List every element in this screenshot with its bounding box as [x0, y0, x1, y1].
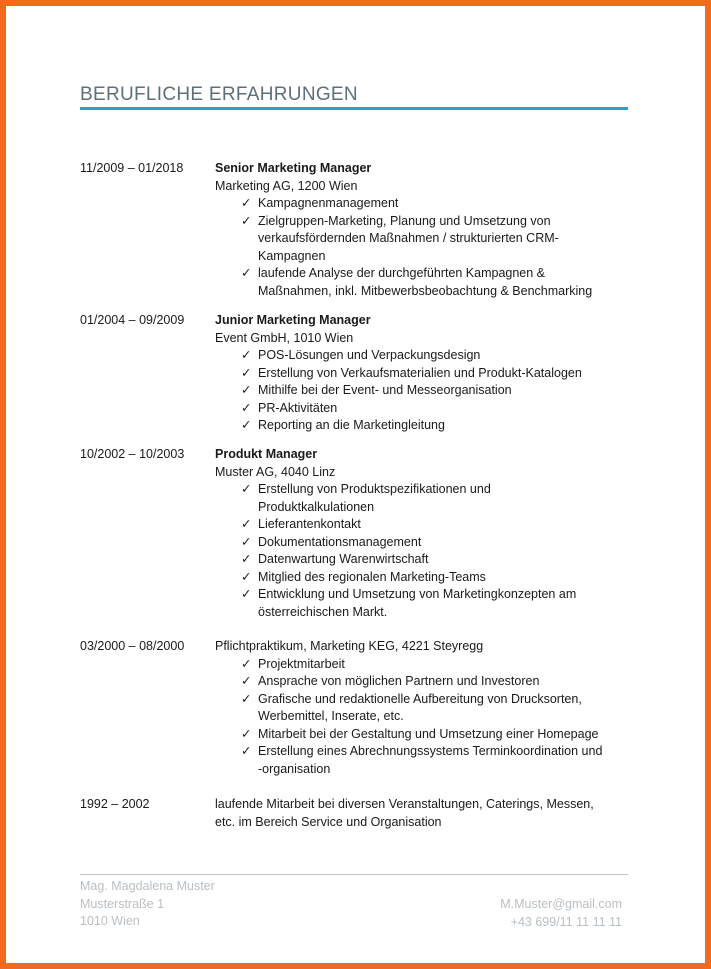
task-list	[215, 481, 625, 621]
entry-period: 01/2004 – 09/2009	[80, 313, 185, 327]
task-item	[215, 481, 625, 516]
task-item	[215, 656, 625, 674]
entry-job-title: Senior Marketing Manager	[215, 161, 372, 175]
check-icon: ✓	[241, 517, 252, 531]
task-text: Kampagnen	[258, 248, 326, 263]
task-text: Mitarbeit bei der Gestaltung und Umsetzung einer Homepage	[258, 726, 599, 741]
task-item	[215, 382, 625, 400]
task-text: Reporting an die Marketingleitung	[258, 418, 445, 432]
task-item	[215, 534, 625, 552]
entry-company: Event GmbH, 1010 Wien	[215, 330, 354, 345]
check-icon: ✓	[241, 196, 252, 210]
check-icon: ✓	[241, 587, 252, 601]
check-icon: ✓	[241, 383, 252, 397]
task-item	[215, 673, 625, 691]
task-item	[215, 551, 625, 569]
check-icon: ✓	[241, 213, 252, 228]
task-text: Erstellung eines Abrechnungssystems Terminkoordination und	[258, 744, 603, 758]
check-icon: ✓	[241, 691, 252, 706]
task-text: Ansprache von möglichen Partnern und Investoren	[258, 674, 540, 688]
task-text: Entwicklung und Umsetzung von Marketingkonzepten am	[258, 587, 577, 601]
entry-period: 10/2002 – 10/2003	[80, 447, 185, 461]
entry-job-title: Produkt Manager	[215, 447, 318, 461]
task-text: Grafische und redaktionelle Aufbereitung von Drucksorten,	[258, 691, 582, 706]
footer-city: 1010 Wien	[80, 914, 140, 928]
task-list	[215, 195, 625, 300]
footer-name: Mag. Magdalena Muster	[80, 879, 215, 893]
check-icon: ✓	[241, 726, 252, 741]
check-icon: ✓	[241, 744, 252, 758]
entry-body	[215, 638, 625, 778]
task-item	[215, 586, 625, 621]
task-text: -organisation	[258, 761, 331, 776]
check-icon: ✓	[241, 266, 252, 280]
task-text: Projektmitarbeit	[258, 656, 345, 671]
task-item	[215, 213, 625, 266]
check-icon: ✓	[241, 656, 252, 671]
task-item	[215, 726, 625, 744]
check-icon: ✓	[241, 348, 252, 362]
task-item	[215, 400, 625, 418]
heading-underline	[80, 107, 628, 110]
task-item	[215, 265, 625, 300]
footer-street: Musterstraße 1	[80, 896, 165, 911]
task-text: Erstellung von Verkaufsmaterialien und Produkt-Katalogen	[258, 365, 582, 380]
check-icon: ✓	[241, 400, 252, 415]
check-icon: ✓	[241, 482, 252, 496]
task-text: laufende Analyse der durchgeführten Kampagnen &	[258, 266, 546, 280]
task-text: Erstellung von Produktspezifikationen und	[258, 482, 491, 496]
task-list	[215, 347, 625, 435]
entry-company: Pflichtpraktikum, Marketing KEG, 4221 Steyregg	[215, 639, 484, 653]
entry-body	[215, 796, 625, 831]
task-text: Datenwartung Warenwirtschaft	[258, 552, 429, 566]
task-text: Kampagnenmanagement	[258, 196, 399, 210]
section-heading: BERUFLICHE ERFAHRUNGEN	[80, 84, 358, 105]
task-text: Mithilfe bei der Event- und Messeorganisation	[258, 383, 512, 397]
check-icon: ✓	[241, 552, 252, 566]
task-text: Maßnahmen, inkl. Mitbewerbsbeobachtung & Benchmarking	[258, 283, 593, 298]
task-text: Mitglied des regionalen Marketing-Teams	[258, 569, 486, 584]
task-text: Werbemittel, Inserate, etc.	[258, 709, 404, 723]
task-list	[215, 656, 625, 779]
entry-body	[215, 446, 625, 621]
task-text: POS-Lösungen und Verpackungsdesign	[258, 348, 481, 362]
task-item	[215, 743, 625, 778]
check-icon: ✓	[241, 674, 252, 688]
check-icon: ✓	[241, 569, 252, 584]
entry-job-title: Junior Marketing Manager	[215, 313, 371, 327]
task-item	[215, 195, 625, 213]
task-text: PR-Aktivitäten	[258, 400, 338, 415]
task-text: Dokumentationsmanagement	[258, 534, 422, 549]
task-text: Zielgruppen-Marketing, Planung und Umsetzung von	[258, 213, 551, 228]
task-item	[215, 691, 625, 726]
entry-period: 1992 – 2002	[80, 797, 150, 811]
entry-period: 11/2009 – 01/2018	[80, 161, 184, 175]
task-item	[215, 417, 625, 435]
footer-email[interactable]: M.Muster@gmail.com	[500, 897, 622, 911]
footer-divider	[80, 874, 628, 875]
entry-text-line: etc. im Bereich Service und Organisation	[215, 814, 442, 829]
entry-company: Muster AG, 4040 Linz	[215, 464, 336, 479]
check-icon: ✓	[241, 418, 252, 432]
check-icon: ✓	[241, 534, 252, 549]
task-text: österreichischen Markt.	[258, 604, 388, 619]
task-text: Produktkalkulationen	[258, 499, 375, 514]
entry-body	[215, 312, 625, 435]
task-text: verkaufsfördernden Maßnahmen / strukturierten CRM-	[258, 231, 559, 245]
task-item	[215, 347, 625, 365]
entry-body	[215, 160, 625, 300]
entry-period: 03/2000 – 08/2000	[80, 639, 185, 653]
task-item	[215, 365, 625, 383]
footer-phone: +43 699/11 11 11 11	[510, 914, 622, 929]
entry-text-line: laufende Mitarbeit bei diversen Veranstaltungen, Caterings, Messen,	[215, 797, 594, 811]
footer-contact	[500, 896, 622, 931]
task-item	[215, 569, 625, 587]
task-item	[215, 516, 625, 534]
footer-address	[80, 878, 215, 931]
entry-company: Marketing AG, 1200 Wien	[215, 178, 358, 193]
check-icon: ✓	[241, 365, 252, 380]
task-text: Lieferantenkontakt	[258, 517, 361, 531]
